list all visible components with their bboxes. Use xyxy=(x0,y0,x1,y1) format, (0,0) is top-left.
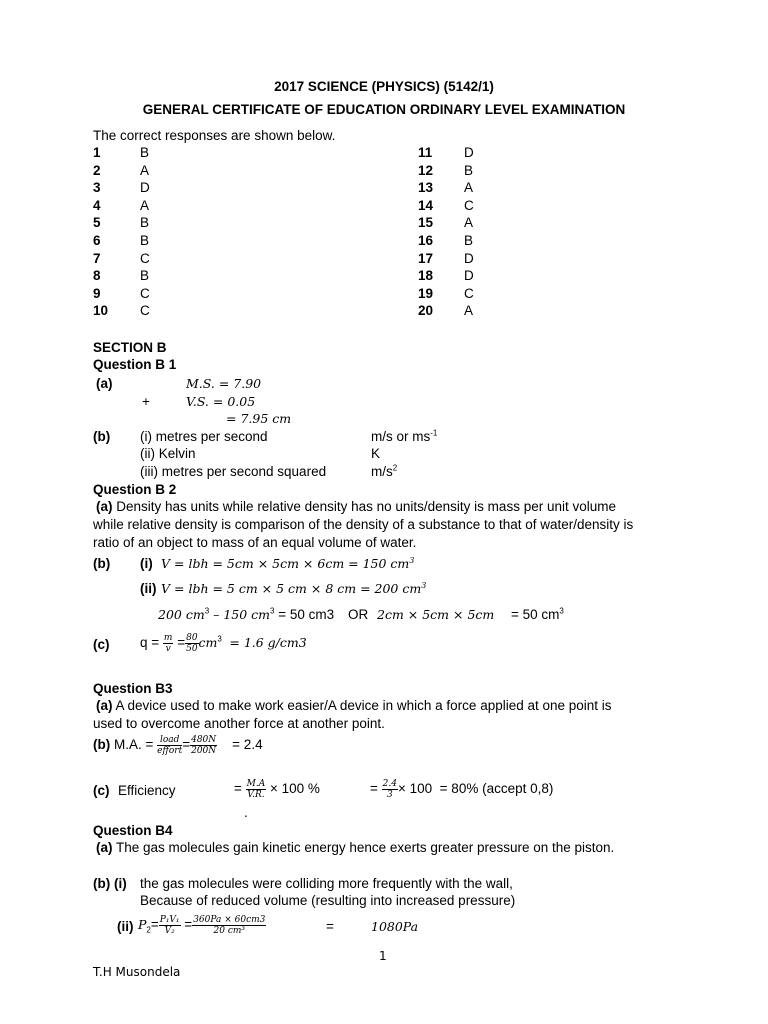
pressure-result: 1080Pa xyxy=(371,919,419,934)
mechanical-advantage: (b) M.A. = $\frac{\text{load}}{\text{effort}}$ = $\frac{480N}{200N}$ = 2.4 xyxy=(93,734,263,756)
answer-letter: C xyxy=(464,197,474,213)
answer-letter: C xyxy=(140,303,150,319)
exam-subtitle: GENERAL CERTIFICATE OF EDUCATION ORDINARY LEVEL EXAMINATION xyxy=(142,102,626,117)
answer-letter: D xyxy=(464,145,474,160)
answer-letter: C xyxy=(140,285,150,301)
answer-number: 17 xyxy=(418,250,434,266)
answer-number: 10 xyxy=(93,303,109,319)
answer-number: 2 xyxy=(93,162,101,178)
answer-letter: B xyxy=(140,215,150,231)
answer-number: 14 xyxy=(418,197,434,213)
pressure-equation: $P_2=$ $\frac{\text{P₁V₁}}{\text{V₂}}$ = $\frac{360Pa \times 60cm3}{\text{20 cm³}}$ xyxy=(138,914,266,936)
unit-symbol: K xyxy=(371,446,381,461)
q-label: (ii) xyxy=(117,919,134,934)
author-name: T.H Musondela xyxy=(93,965,181,979)
answer-text: Because of reduced volume (resulting into increased pressure) xyxy=(140,893,516,908)
question-b1-heading: Question B 1 xyxy=(93,357,177,372)
equals-sign: = xyxy=(326,919,334,934)
answer-letter: D xyxy=(464,250,474,266)
answer-number: 8 xyxy=(93,268,101,284)
q-label: (i) xyxy=(140,556,153,571)
answer-text: while relative density is comparison of the density of a substance to that of water/density is xyxy=(93,517,634,532)
answer-letter: B xyxy=(464,162,474,178)
q-label: (b) (i) xyxy=(93,876,127,891)
answer-number: 4 xyxy=(93,197,101,213)
question-b3-heading: Question B3 xyxy=(93,681,173,696)
volume-equation: V = lbh = 5 cm × 5 cm × 8 cm = 200 $cm^3$ xyxy=(161,580,427,596)
q-label: (b) xyxy=(93,556,111,571)
q-label: (c) xyxy=(93,783,110,798)
total-reading: = 7.95 cm xyxy=(226,411,292,426)
answer-letter: A xyxy=(464,215,474,231)
section-heading: SECTION B xyxy=(93,340,167,355)
answer-letter: B xyxy=(464,233,474,248)
stray-dot: . xyxy=(244,805,248,820)
volume-equation: V = lbh = 5cm × 5cm × 6cm = 150 $cm^3$ xyxy=(161,555,415,571)
answer-number: 7 xyxy=(93,250,101,266)
answer-letter: B xyxy=(140,145,150,160)
answer-number: 9 xyxy=(93,285,101,301)
answer-number: 15 xyxy=(418,215,434,231)
volume-difference: 200 $cm^3 - 150$ $cm^3 = 50$ cm3 xyxy=(158,606,335,622)
alternative-result: = 50 $cm^3$ xyxy=(511,606,564,622)
intro-text: The correct responses are shown below. xyxy=(93,128,336,143)
answer-number: 16 xyxy=(418,233,434,248)
answer-number: 3 xyxy=(93,180,101,196)
answer-number: 12 xyxy=(418,162,434,178)
answer-letter: C xyxy=(464,285,474,301)
answer-letter: A xyxy=(464,180,474,196)
answer-number: 6 xyxy=(93,233,101,248)
unit-symbol: m/s or $ms^{-1}$ xyxy=(371,428,438,444)
answer-number: 18 xyxy=(418,268,434,284)
answer-letter: C xyxy=(140,250,150,266)
unit-item: (ii) Kelvin xyxy=(140,446,196,461)
answer-letter: A xyxy=(464,303,474,319)
page-number: 1 xyxy=(379,949,387,963)
answer-text: (a) The gas molecules gain kinetic energy hence exerts greater pressure on the piston. xyxy=(96,840,615,855)
main-scale-reading: M.S. = 7.90 xyxy=(186,376,262,391)
answer-letter: A xyxy=(140,197,150,213)
question-b4-heading: Question B4 xyxy=(93,823,173,838)
question-b2-heading: Question B 2 xyxy=(93,482,177,497)
answer-number: 19 xyxy=(418,285,434,301)
answer-text: used to overcome another force at another point. xyxy=(93,716,385,731)
or-text: OR xyxy=(348,607,369,622)
answer-text: ratio of an object to mass of an equal volume of water. xyxy=(93,535,417,550)
q-label: (a) xyxy=(96,376,113,391)
answer-number: 11 xyxy=(418,145,433,160)
answer-letter: B xyxy=(140,268,150,284)
answer-number: 20 xyxy=(418,303,434,319)
q-label: (b) xyxy=(93,429,111,444)
q-label: (c) xyxy=(93,637,110,652)
alternative-calc: 2cm × 5cm × 5cm xyxy=(377,607,495,622)
answer-letter: A xyxy=(140,162,150,178)
answer-number: 5 xyxy=(93,215,101,231)
efficiency-result: = $\frac{2.4}{3}$ × 100 = 80% (accept 0,8) xyxy=(370,778,554,800)
answer-number: 13 xyxy=(418,180,434,196)
plus-sign: + xyxy=(142,394,150,409)
vernier-scale-reading: V.S. = 0.05 xyxy=(186,394,256,409)
answer-letter: D xyxy=(464,268,474,284)
answer-letter: D xyxy=(140,180,150,196)
unit-symbol: $m/s^2$ xyxy=(371,463,398,479)
answer-text: (a) A device used to make work easier/A device in which a force applied at one point is xyxy=(96,698,612,713)
answer-number: 1 xyxy=(93,145,101,160)
unit-item: (iii) metres per second squared xyxy=(140,464,327,479)
answer-text: the gas molecules were colliding more frequently with the wall, xyxy=(140,876,513,891)
unit-item: (i) metres per second xyxy=(140,429,268,444)
density-equation: q = $\frac{m}{v}$ = $\frac{80}{50}$ $cm^3 = 1.6$ g/cm3 xyxy=(140,632,307,654)
answer-letter: B xyxy=(140,233,150,248)
exam-title: 2017 SCIENCE (PHYSICS) (5142/1) xyxy=(274,79,494,94)
efficiency-formula: = $\frac{M.A}{V.R.}$ × 100 % xyxy=(234,778,320,800)
efficiency-label: Efficiency xyxy=(118,783,176,798)
answer-text: (a) Density has units while relative density has no units/density is mass per unit volume xyxy=(96,499,616,514)
q-label: (ii) xyxy=(140,581,157,596)
